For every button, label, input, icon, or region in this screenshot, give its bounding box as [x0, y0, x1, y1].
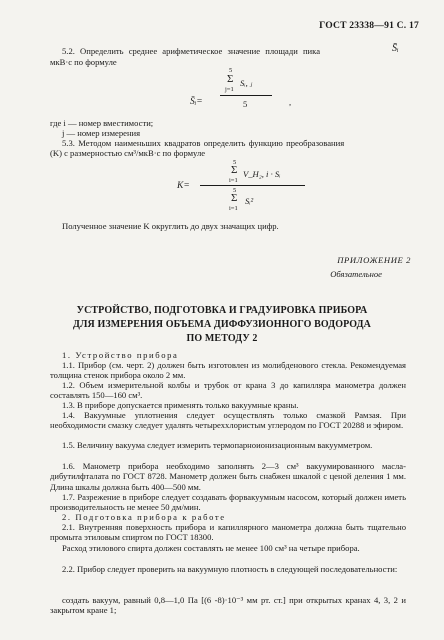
- clause-1-7: 1.7. Разрежение в приборе следует создавать форвакуумным насосом, который должен иметь производительность не менее 50 дм/мин.: [50, 492, 406, 513]
- clause-1-3: 1.3. В приборе допускается применять только вакуумные краны.: [62, 400, 299, 410]
- clause-5-3-line1: 5.3. Методом наименьших квадратов определить функцию преобразования: [62, 138, 345, 148]
- clause-2-1: 2.1. Внутренняя поверхность прибора и капиллярного манометра должна быть тщательно промыта этиловым спиртом по ГОСТ 18300.: [50, 522, 406, 543]
- formula1-sigma: Σ: [227, 73, 234, 85]
- clause-2-2-step1: создать вакуум, равный 0,8—1,0 Па [(6 -8)·10⁻³ мм рт. ст.] при открытых кранах 4, 3, 2 и закрытом кране 1;: [50, 595, 406, 616]
- heading-2: [62, 512, 226, 522]
- where-i: где i — номер вместимости;: [50, 118, 154, 128]
- clause-5-2-line2: мкВ·с по формуле: [50, 57, 117, 67]
- appendix-status: Обязательное: [330, 269, 382, 279]
- heading-1-text: 1. Устройство прибора: [62, 350, 179, 360]
- formula1-fraction-bar: [220, 95, 272, 96]
- page-header: ГОСТ 23338—91 С. 17: [319, 20, 419, 31]
- mean-area-symbol: S̄ᵢ: [392, 43, 399, 54]
- formula2-lhs: K=: [177, 181, 190, 191]
- heading-2-text: 2. Подготовка прибора к работе: [62, 512, 226, 522]
- heading-1: [62, 350, 178, 360]
- clause-1-6: 1.6. Манометр прибора необходимо заполнять 2—3 см³ вакуумированного масла-дибутилфталата по ГОСТ 8728. Манометр должен быть снабжен шкалой с ценой деления 1 мм. Длина шкалы должна быть 400—500 мм.: [50, 461, 406, 492]
- formula1-term: Sᵢ, ⱼ: [240, 78, 253, 88]
- formula1-denominator: 5: [243, 99, 248, 109]
- clause-1-4: 1.4. Вакуумные уплотнения следует осуществлять только смазкой Рамзая. При необходимости смазку следует удалять четыреххлористым углеродом по ГОСТ 20288 и эфиром.: [50, 410, 406, 431]
- formula1-lower-limit: j=1: [225, 86, 234, 93]
- clause-1-1: 1.1. Прибор (см. черт. 2) должен быть изготовлен из молибденового стекла. Рекомендуемая толщина стенок прибора около 2 мм.: [50, 360, 406, 381]
- formula2-den-upper: 5: [233, 187, 237, 194]
- formula2-den-sigma: Σ: [231, 192, 238, 204]
- formula2-num-sigma: Σ: [231, 164, 238, 176]
- rounding-note: Полученное значение K округлить до двух значащих цифр.: [62, 221, 279, 231]
- appendix-label: ПРИЛОЖЕНИЕ 2: [337, 255, 411, 265]
- section-title-line1: УСТРОЙСТВО, ПОДГОТОВКА И ГРАДУИРОВКА ПРИБОРА: [76, 305, 368, 316]
- formula1-upper-limit: 5: [229, 67, 233, 74]
- formula2-den-lower: i=1: [229, 205, 238, 212]
- formula2-den-term: Sᵢ²: [245, 196, 254, 206]
- clause-2-1-consumption: Расход этилового спирта должен составлять не менее 100 см³ на четыре прибора.: [62, 543, 360, 553]
- formula2-num-upper: 5: [233, 159, 237, 166]
- formula2-num-lower: i=1: [229, 177, 238, 184]
- clause-2-2: 2.2. Прибор следует проверить на вакуумную плотность в следующей последовательности:: [62, 564, 398, 574]
- clause-5-3-line2: (K) с размерностью см³/мкВ·с по формуле: [50, 148, 206, 158]
- formula2-fraction-bar: [200, 185, 305, 186]
- section-title-line3: ПО МЕТОДУ 2: [186, 333, 258, 344]
- formula2-num-term: V_H₂, i · Sᵢ: [243, 169, 281, 179]
- where-j: j — номер измерения: [62, 128, 141, 138]
- clause-1-5: 1.5. Величину вакуума следует измерить термопарноионизационным вакуумметром.: [62, 440, 373, 450]
- clause-5-2-line1: [62, 46, 320, 56]
- clause-1-2: 1.2. Объем измерительной колбы и трубок от крана 3 до капилляра манометра должен составлять 150—160 см³.: [50, 380, 406, 401]
- section-title-line2: ДЛЯ ИЗМЕРЕНИЯ ОБЪЕМА ДИФФУЗИОННОГО ВОДОРОДА: [73, 319, 371, 330]
- clause-5-2-text: 5.2. Определить среднее арифметическое значение площади пика: [62, 46, 321, 56]
- formula1-comma: ,: [289, 97, 292, 107]
- formula1-lhs: S̄ᵢ=: [190, 97, 203, 107]
